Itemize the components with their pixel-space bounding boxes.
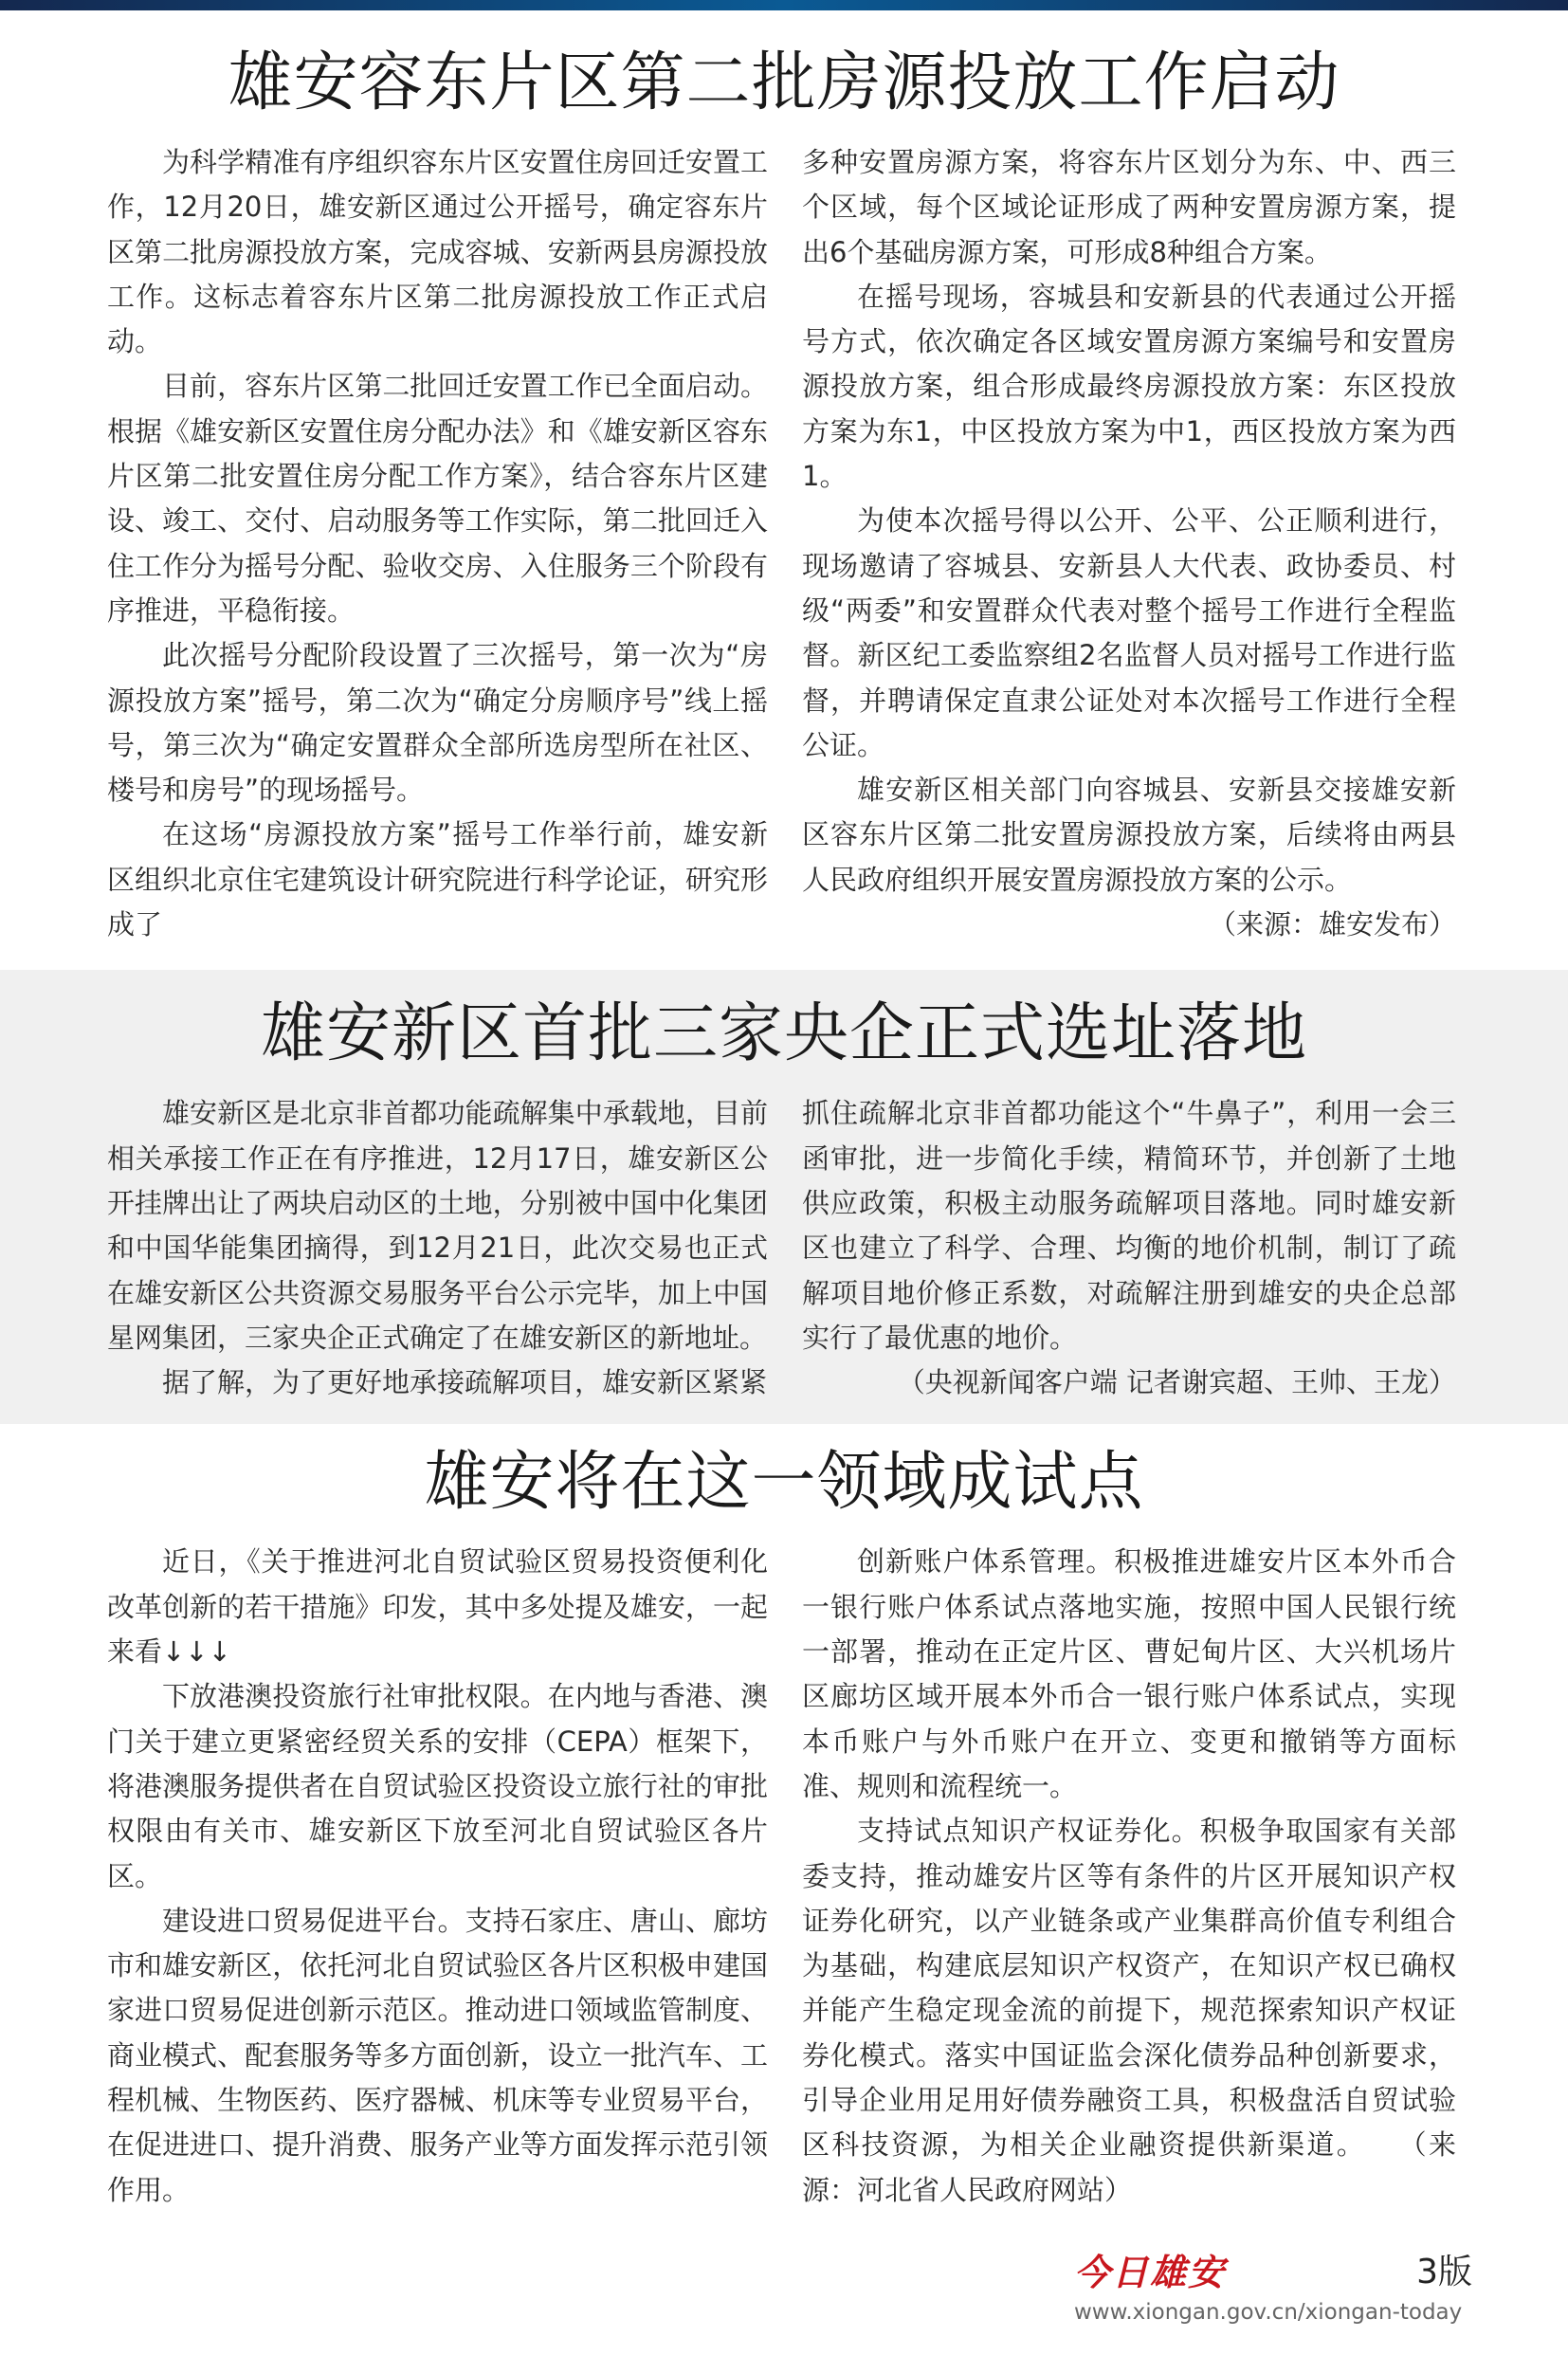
article-1-source: （来源：雄安发布） [1208, 908, 1456, 941]
paragraph: 建设进口贸易促进平台。支持石家庄、唐山、廊坊市和雄安新区，依托河北自贸试验区各片区积极申建国家进口贸易促进创新示范区。推动进口领域监管制度、商业模式、配套服务等多方面创新，设立一批汽车、工程机械、生物医药、医疗器械、机床等专业贸易平台，在促进进口、提升消费、服务产业等方面发挥示范引领作用。 [107, 1904, 768, 2206]
article-2-left-column [107, 1091, 768, 1405]
paragraph: 在摇号现场，容城县和安新县的代表通过公开摇号方式，依次确定各区域安置房源方案编号和安置房源投放方案，组合形成最终房源投放方案：东区投放方案为东1，中区投放方案为中1，西区投放方案为西1。 [802, 280, 1456, 493]
article-3-columns [107, 1540, 1568, 2212]
article-2-source: （央视新闻客户端 记者谢宾超、王帅、王龙） [897, 1366, 1456, 1399]
website-url: www.xiongan.gov.cn/xiongan-today [1074, 2299, 1463, 2325]
paragraph: 雄安新区相关部门向容城县、安新县交接雄安新区容东片区第二批安置房源投放方案，后续将由两县人民政府组织开展安置房源投放方案的公示。 [802, 774, 1456, 896]
article-2-title: 雄安新区首批三家央企正式选址落地 [260, 996, 1307, 1072]
paragraph-continued: 多种安置房源方案，将容东片区划分为东、中、西三个区域，每个区域论证形成了两种安置房源方案，提出6个基础房源方案，可形成8种组合方案。 [802, 146, 1456, 268]
paragraph-continued: 抓住疏解北京非首都功能这个“牛鼻子”，利用一会三函审批，进一步简化手续，精简环节，并创新了土地供应政策，积极主动服务疏解项目落地。同时雄安新区也建立了科学、合理、均衡的地价机制，制订了疏解项目地价修正系数，对疏解注册到雄安的央企总部实行了最优惠的地价。 [802, 1097, 1456, 1354]
page-number: 3版 [1416, 2252, 1472, 2291]
article-1-right-column [802, 140, 1456, 947]
paragraph: 此次摇号分配阶段设置了三次摇号，第一次为“房源投放方案”摇号，第二次为“确定分房顺序号”线上摇号，第三次为“确定安置群众全部所选房型所在社区、楼号和房号”的现场摇号。 [107, 639, 768, 807]
article-2-columns [107, 1091, 1568, 1405]
article-3-left-column [107, 1540, 768, 2212]
paragraph: 创新账户体系管理。积极推进雄安片区本外币合一银行账户体系试点落地实施，按照中国人民银行统一部署，推动在正定片区、曹妃甸片区、大兴机场片区廊坊区域开展本外币合一银行账户体系试点，实现本币账户与外币账户在开立、变更和撤销等方面标准、规则和流程统一。 [802, 1545, 1456, 1802]
paragraph [802, 1809, 1456, 2213]
article-3-source: （来源：河北省人民政府网站） [802, 2128, 1456, 2206]
top-banner-bar [0, 0, 1568, 10]
paragraph-text: 支持试点知识产权证券化。积极争取国家有关部委支持，推动雄安片区等有条件的片区开展知识产权证券化研究，以产业链条或产业集群高价值专利组合为基础，构建底层知识产权资产，在知识产权已确权并能产生稳定现金流的前提下，规范探索知识产权证券化模式。落实中国证监会深化债券品种创新要求，引导企业用足用好债券融资工具，积极盘活自贸试验区科技资源，为相关企业融资提供新渠道。 [802, 1815, 1456, 2162]
article-1 [0, 10, 1568, 970]
paragraph: 为使本次摇号得以公开、公平、公正顺利进行，现场邀请了容城县、安新县人大代表、政协委员、村级“两委”和安置群众代表对整个摇号工作进行全程监督。新区纪工委监察组2名监督人员对摇号工作进行监督，并聘请保定直隶公证处对本次摇号工作进行全程公证。 [802, 504, 1456, 761]
article-2 [0, 970, 1568, 1424]
article-1-left-column [107, 140, 768, 947]
paragraph: 雄安新区是北京非首都功能疏解集中承载地，目前相关承接工作正在有序推进，12月17日，雄安新区公开挂牌出让了两块启动区的土地，分别被中国中化集团和中国华能集团摘得，到12月21日，此次交易也正式在雄安新区公共资源交易服务平台公示完毕，加上中国星网集团，三家央企正式确定了在雄安新区的新地址。 [107, 1097, 768, 1354]
article-3 [0, 1424, 1568, 2231]
article-3-right-column [802, 1540, 1456, 2212]
paragraph: 近日，《关于推进河北自贸试验区贸易投资便利化改革创新的若干措施》印发，其中多处提及雄安，一起来看↓↓↓ [107, 1545, 768, 1669]
newspaper-logo: 今日雄安 [1074, 2250, 1227, 2293]
footer [1074, 2232, 1472, 2355]
paragraph: 为科学精准有序组织容东片区安置住房回迁安置工作，12月20日，雄安新区通过公开摇号，确定容东片区第二批房源投放方案，完成容城、安新两县房源投放工作。这标志着容东片区第二批房源投放工作正式启动。 [107, 146, 768, 358]
article-1-title: 雄安容东片区第二批房源投放工作启动 [228, 46, 1340, 120]
paragraph: 下放港澳投资旅行社审批权限。在内地与香港、澳门关于建立更紧密经贸关系的安排（CEPA）框架下，将港澳服务提供者在自贸试验区投资设立旅行社的审批权限由有关市、雄安新区下放至河北自贸试验区各片区。 [107, 1680, 768, 1892]
footer-top-row [1074, 2251, 1472, 2294]
paragraph: 目前，容东片区第二批回迁安置工作已全面启动。根据《雄安新区安置住房分配办法》和《雄安新区容东片区第二批安置住房分配工作方案》，结合容东片区建设、竣工、交付、启动服务等工作实际，第二批回迁入住工作分为摇号分配、验收交房、入住服务三个阶段有序推进，平稳衔接。 [107, 370, 768, 627]
paragraph: 在这场“房源投放方案”摇号工作举行前，雄安新区组织北京住宅建筑设计研究院进行科学论证，研究形成了 [107, 818, 768, 941]
article-1-columns [107, 140, 1568, 947]
article-2-right-column [802, 1091, 1456, 1405]
article-3-title: 雄安将在这一领域成试点 [424, 1445, 1144, 1521]
paragraph: 据了解，为了更好地承接疏解项目，雄安新区紧紧 [162, 1366, 768, 1399]
